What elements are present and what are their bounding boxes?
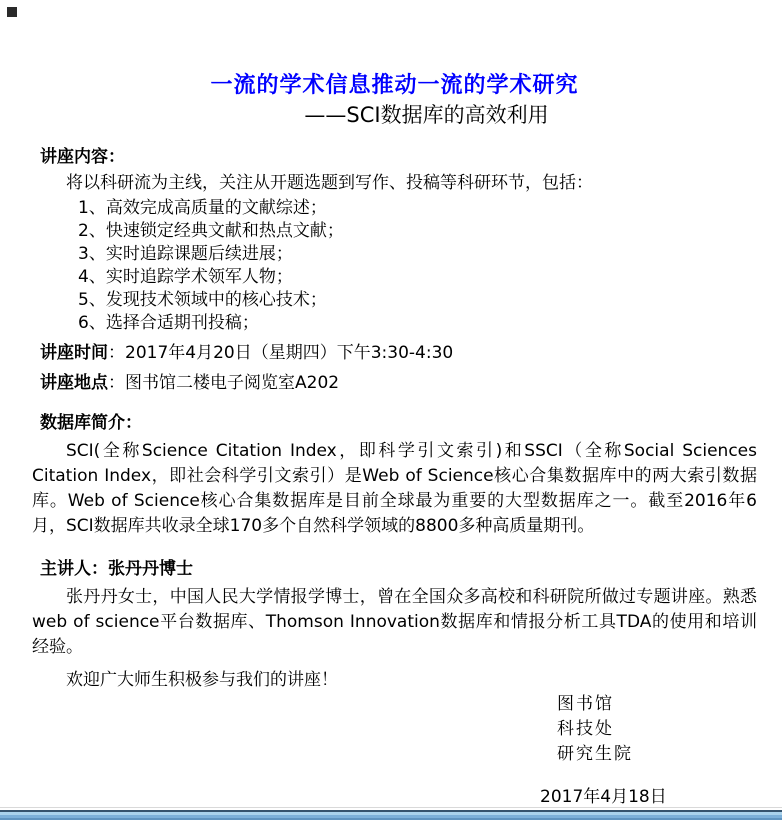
- lecture-time-label: 讲座时间: [40, 343, 108, 363]
- list-item: 2、快速锁定经典文献和热点文献；: [78, 221, 344, 241]
- document-date: 2017年4月18日: [540, 787, 667, 807]
- section-heading-lecture-content: 讲座内容：: [40, 147, 125, 167]
- lecture-place-line: [40, 373, 757, 393]
- speaker-bio-paragraph: 张丹丹女士，中国人民大学情报学博士，曾在全国众多高校和科研院所做过专题讲座。熟悉web of science平台数据库、Thomson Innovation数据库和情报分析工具TDA的使用和培训经验。: [32, 587, 757, 657]
- lecture-intro: 将以科研流为主线，关注从开题选题到写作、投稿等科研环节，包括：: [66, 173, 593, 193]
- page-subtitle: ——SCI数据库的高效利用: [304, 103, 549, 127]
- lecture-place-value: ：图书馆二楼电子阅览室A202: [108, 373, 340, 393]
- section-heading-database-intro: 数据库简介：: [40, 413, 142, 433]
- list-item: 6、选择合适期刊投稿；: [78, 313, 259, 333]
- list-item: 5、发现技术领域中的核心技术；: [78, 290, 327, 310]
- list-item: 4、实时追踪学术领军人物；: [78, 267, 293, 287]
- list-item: 1、高效完成高质量的文献综述；: [78, 198, 327, 218]
- signature-sci-tech-office: 科技处: [557, 719, 614, 739]
- lecture-time-value: ：2017年4月20日（星期四）下午3:30-4:30: [108, 343, 454, 363]
- closing-invitation: 欢迎广大师生积极参与我们的讲座！: [66, 670, 338, 690]
- window-bottom-border: [0, 807, 782, 820]
- corner-mark: [7, 7, 17, 17]
- signature-graduate-school: 研究生院: [557, 744, 633, 764]
- list-item: 3、实时追踪课题后续进展；: [78, 244, 293, 264]
- lecture-topic-list: [78, 197, 757, 335]
- lecture-place-label: 讲座地点: [40, 373, 108, 393]
- page-title: 一流的学术信息推动一流的学术研究: [210, 73, 579, 98]
- database-intro-paragraph: SCI(全称Science Citation Index，即科学引文索引)和SSCI（全称Social Sciences Citation Index，即社会科学引文索引）是Web of Science核心合集数据库中的两大索引数据库。Web of Science核心合集数据库是目前全球最为重要的大型数据库之一。截至2016年6月，SCI数据库共收录全球170多个自然科学领域的8800多种高质量期刊。: [32, 441, 757, 536]
- lecture-time-line: [40, 343, 757, 363]
- section-heading-speaker: 主讲人：张丹丹博士: [40, 559, 193, 579]
- signature-library: 图书馆: [557, 694, 614, 714]
- signature-block: [557, 692, 633, 767]
